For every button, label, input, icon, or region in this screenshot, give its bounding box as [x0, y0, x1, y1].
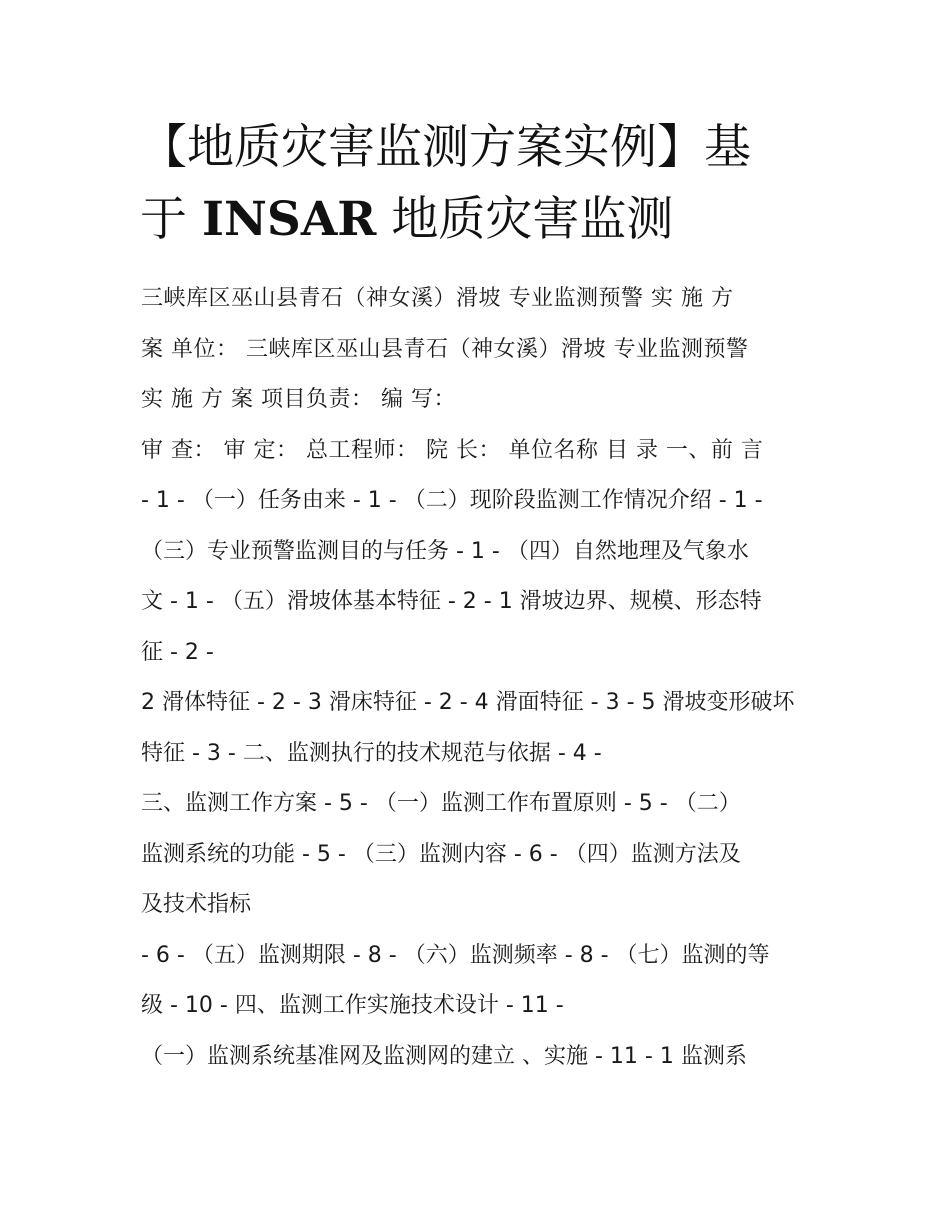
title-line-1: 【地质灾害监测方案实例】基 [140, 120, 751, 175]
body-line: 征 - 2 - [141, 639, 214, 665]
body-line: 文 - 1 - （五）滑坡体基本特征 - 2 - 1 滑坡边界、规模、形态特 [141, 589, 762, 614]
body-line: - 6 - （五）监测期限 - 8 - （六）监测频率 - 8 - （七）监测的等 [141, 942, 770, 968]
body-line: 级 - 10 - 四、监测工作实施技术设计 - 11 - [141, 993, 564, 1018]
body-line: （一）监测系统基准网及监测网的建立 、实施 - 11 - 1 监测系 [141, 1043, 747, 1069]
title-line-2-prefix: 于 [140, 192, 202, 247]
body-line: （三）专业预警监测目的与任务 - 1 - （四）自然地理及气象水 [141, 538, 749, 564]
body-line: 2 滑体特征 - 2 - 3 滑床特征 - 2 - 4 滑面特征 - 3 - 5 滑坡变形破坏 [141, 690, 795, 715]
document-body [141, 274, 813, 1082]
body-line: 及技术指标 [141, 892, 252, 917]
document-title [140, 112, 830, 256]
body-line: 实 施 方 案 项目负责： 编 写： [141, 387, 456, 412]
body-line: - 1 - （一）任务由来 - 1 - （二）现阶段监测工作情况介绍 - 1 - [141, 488, 763, 513]
body-line: 案 单位： 三峡库区巫山县青石（神女溪）滑坡 专业监测预警 [141, 336, 749, 362]
body-line: 审 查： 审 定： 总工程师： 院 长： 单位名称 目 录 一、前 言 [141, 437, 764, 463]
body-line: 监测系统的功能 - 5 - （三）监测内容 - 6 - （四）监测方法及 [141, 841, 741, 867]
body-line: 三峡库区巫山县青石（神女溪）滑坡 专业监测预警 实 施 方 [141, 286, 734, 311]
title-line-2-insar: INSAR [201, 192, 377, 247]
title-line-2-suffix: 地质灾害监测 [376, 192, 674, 247]
body-line: 三、监测工作方案 - 5 - （一）监测工作布置原则 - 5 - （二） [141, 791, 741, 816]
body-line: 特征 - 3 - 二、监测执行的技术规范与依据 - 4 - [141, 740, 602, 766]
